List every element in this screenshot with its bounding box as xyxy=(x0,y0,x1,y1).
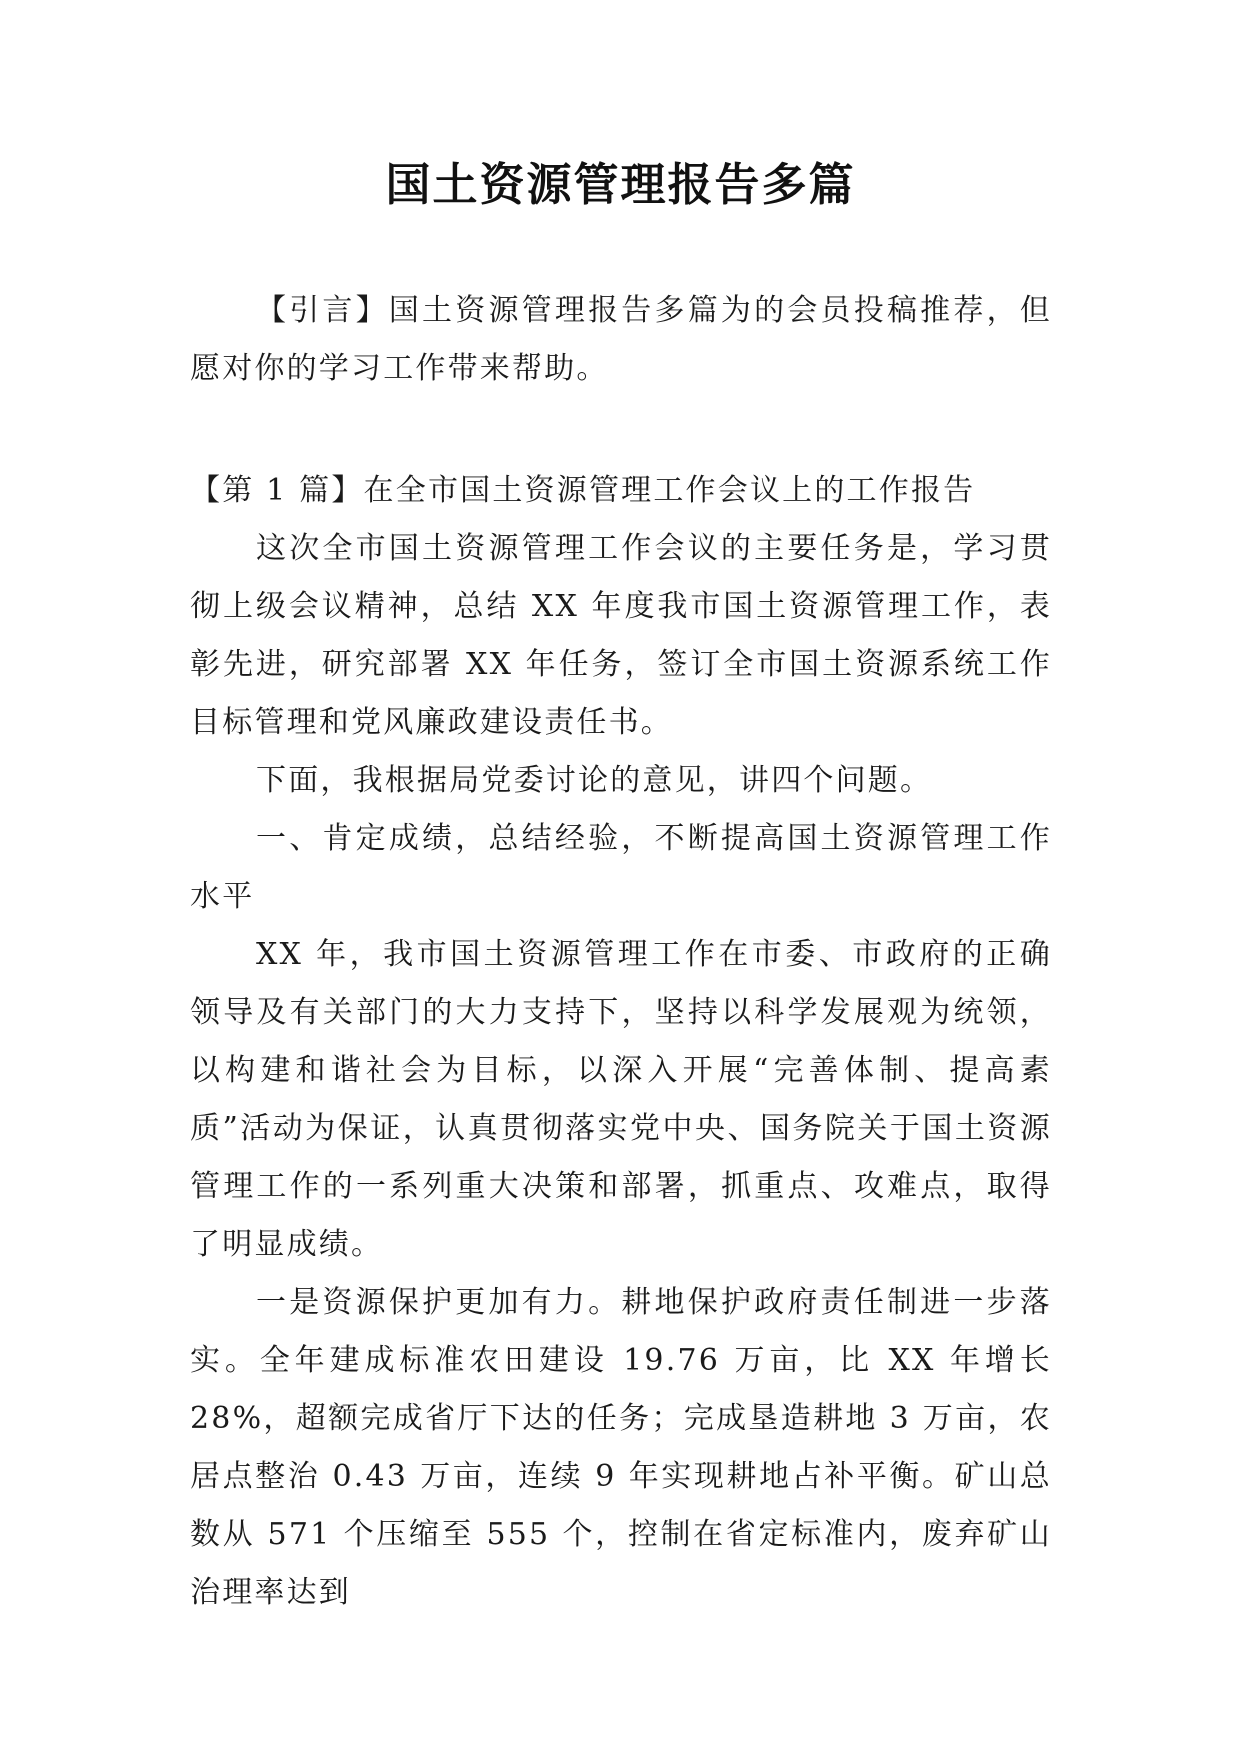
article-paragraph: XX 年，我市国土资源管理工作在市委、市政府的正确领导及有关部门的大力支持下，坚持以科学发展观为统领，以构建和谐社会为目标，以深入开展“完善体制、提高素质”活动为保证，认真贯彻落实党中央、国务院关于国土资源管理工作的一系列重大决策和部署，抓重点、攻难点，取得了明显成绩。 xyxy=(190,937,1052,1262)
article-section xyxy=(190,462,1052,1622)
article-paragraph: 这次全市国土资源管理工作会议的主要任务是，学习贯彻上级会议精神，总结 XX 年度我市国土资源管理工作，表彰先进，研究部署 XX 年任务，签订全市国土资源系统工作目标管理和党风廉政建设责任书。 xyxy=(190,531,1052,740)
article-subheading: 一、肯定成绩，总结经验，不断提高国土资源管理工作水平 xyxy=(190,821,1052,914)
article-paragraph: 一是资源保护更加有力。耕地保护政府责任制进一步落实。全年建成标准农田建设 19.76 万亩，比 XX 年增长 28%，超额完成省厅下达的任务；完成垦造耕地 3 万亩，农居点整治 0.43 万亩，连续 9 年实现耕地占补平衡。矿山总数从 571 个压缩至 555 个，控制在省定标准内，废弃矿山治理率达到 xyxy=(190,1285,1052,1610)
article-heading: 【第 1 篇】在全市国土资源管理工作会议上的工作报告 xyxy=(190,473,976,508)
document-title: 国土资源管理报告多篇 xyxy=(385,158,856,211)
article-paragraph: 下面，我根据局党委讨论的意见，讲四个问题。 xyxy=(256,763,933,798)
intro-paragraph: 【引言】国土资源管理报告多篇为的会员投稿推荐，但愿对你的学习工作带来帮助。 xyxy=(190,293,1052,386)
